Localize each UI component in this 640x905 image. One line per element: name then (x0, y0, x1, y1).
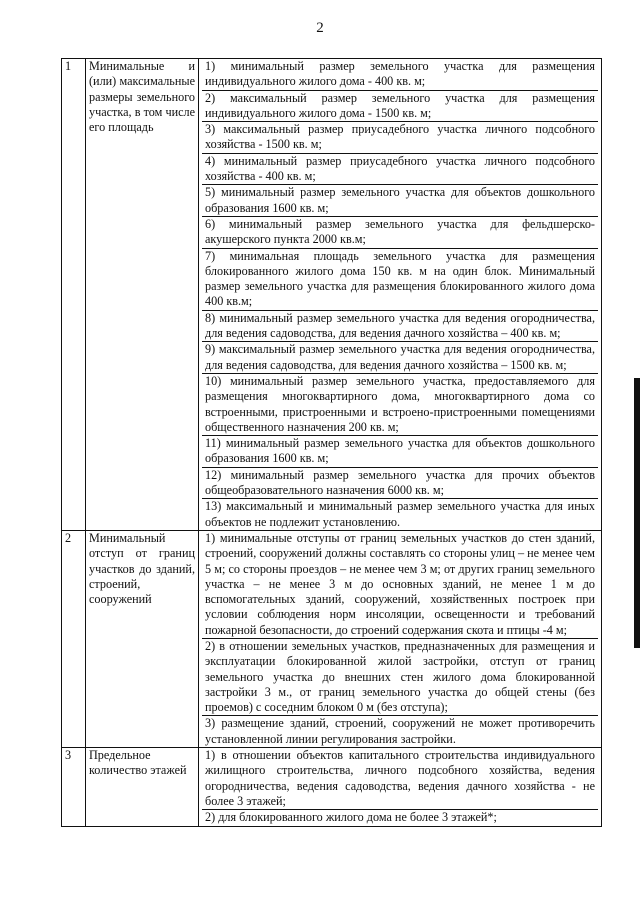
value-item: 2) в отношении земельных участков, предназначенных для размещения и эксплуатации блокированной жилой застройки, отступ от границ земельного участка до внешних стен жилого дома блокированной застройки 3 м., от границ земельного участка до общей стены (без проемов) с соседним блоком 0 м (без отступа); (202, 639, 598, 716)
value-item: 12) минимальный размер земельного участка для прочих объектов общеобразовательного назначения 6000 кв. м; (202, 468, 598, 500)
value-item: 13) максимальный и минимальный размер земельного участка для иных объектов не подлежит установлению. (205, 499, 595, 529)
value-item: 3) максимальный размер приусадебного участка личного подсобного хозяйства - 1500 кв. м; (202, 122, 598, 154)
table-row (62, 748, 602, 826)
value-item: 10) минимальный размер земельного участка, предоставляемого для размещения многоквартирного дома, многоквартирного дома со встроенными, пристроенными и встроено-пристроенными помещениями общественного назначения 200 кв. м; (202, 374, 598, 436)
value-item: 1) минимальный размер земельного участка для размещения индивидуального жилого дома - 400 кв. м; (202, 59, 598, 91)
value-item: 2) для блокированного жилого дома не более 3 этажей*; (205, 810, 497, 825)
regulations-table (61, 58, 602, 827)
row-number: 1 (62, 59, 86, 531)
parameter-name: Минимальные и (или) максимальные размеры земельного участка, в том числе его площадь (86, 59, 199, 531)
value-item: 3) размещение зданий, строений, сооружений не может противоречить установленной линии регулирования застройки. (205, 716, 595, 746)
page-number: 2 (316, 20, 324, 36)
value-item: 1) минимальные отступы от границ земельных участков до стен зданий, строений, сооружений должны составлять со стороны улиц – не менее чем 5 м; со стороны проездов – не менее чем 3 м; от других границ земельного участка – не менее 3 м до основных зданий, не менее 1 м до вспомогательных зданий, сооружений, хозяйственных построек при условии соблюдения норм инсоляции, освещенности и требований пожарной безопасности, до строений содержания скота и птицы -4 м; (202, 531, 598, 639)
value-item: 9) максимальный размер земельного участка для ведения огородничества, для ведения садоводства, для ведения дачного хозяйства – 1500 кв. м; (202, 342, 598, 374)
table-row (62, 530, 602, 747)
row-number: 2 (62, 530, 86, 747)
row-number: 3 (62, 748, 86, 826)
value-item: 5) минимальный размер земельного участка для объектов дошкольного образования 1600 кв. м; (202, 185, 598, 217)
scan-edge-mark (634, 378, 640, 648)
parameter-values (199, 748, 602, 826)
value-item: 4) минимальный размер приусадебного участка личного подсобного хозяйства - 400 кв. м; (202, 154, 598, 186)
value-item: 11) минимальный размер земельного участка для объектов дошкольного образования 1600 кв. м; (202, 436, 598, 468)
value-item: 7) минимальная площадь земельного участка для размещения блокированного жилого дома 150 кв. м на один блок. Минимальный размер земельного участка для размещения блокированного жилого дома 400 кв.м; (202, 249, 598, 311)
parameter-values (199, 59, 602, 531)
value-item: 6) минимальный размер земельного участка для фельдшерско-акушерского пункта 2000 кв.м; (202, 217, 598, 249)
value-item: 8) минимальный размер земельного участка для ведения огородничества, для ведения садоводства, для ведения дачного хозяйства – 400 кв. м; (202, 311, 598, 343)
parameter-name: Минимальный отступ от границ участков до зданий, строений, сооружений (86, 530, 199, 747)
table-body (62, 59, 602, 827)
parameter-values (199, 530, 602, 747)
value-item: 2) максимальный размер земельного участка для размещения индивидуального жилого дома - 1500 кв. м; (202, 91, 598, 123)
value-item: 1) в отношении объектов капитального строительства индивидуального жилищного строительства, личного подсобного хозяйства, ведения огородничества, ведения садоводства, ведения дачного хозяйства - не более 3 этажей; (202, 748, 598, 810)
table-row (62, 59, 602, 531)
parameter-name: Предельное количество этажей (86, 748, 199, 826)
